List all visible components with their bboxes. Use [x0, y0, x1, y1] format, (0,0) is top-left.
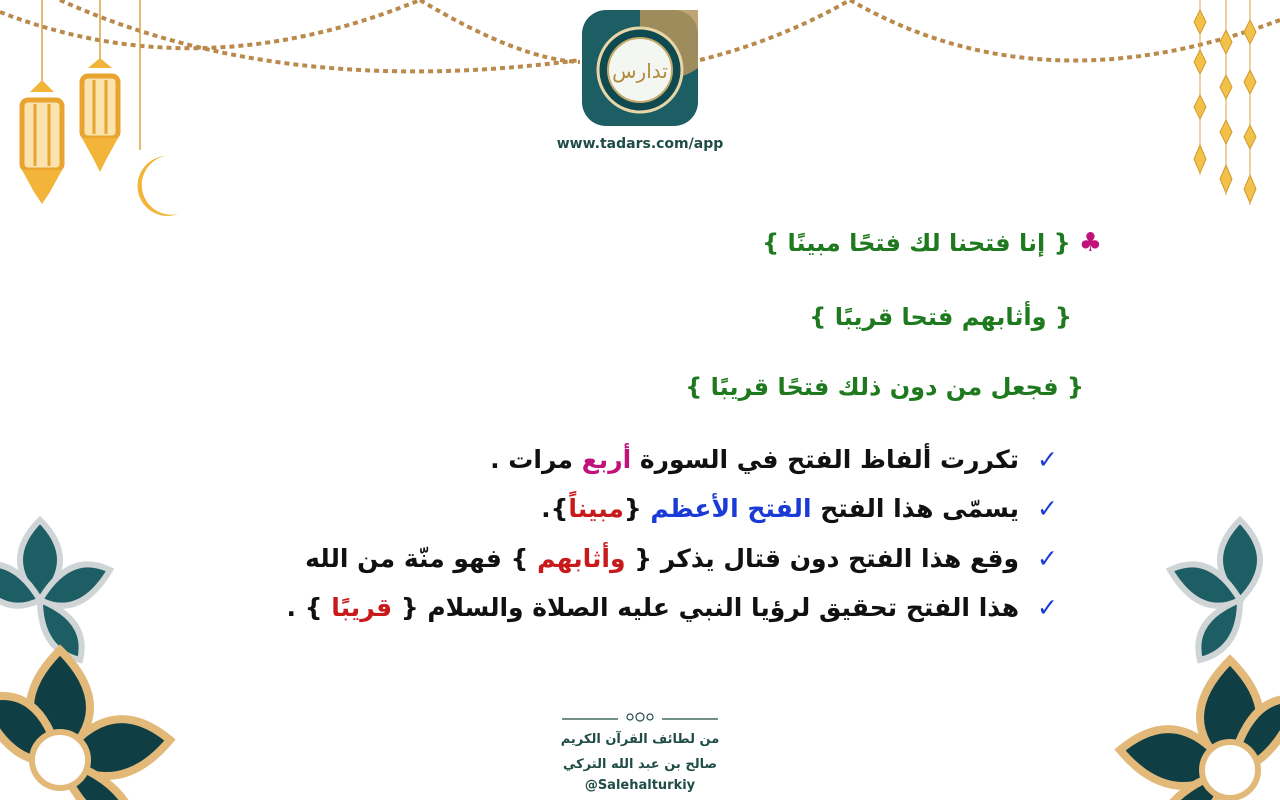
bullet-1-text: تكررت ألفاظ الفتح في السورة: [631, 445, 1020, 474]
lantern-icon: [22, 0, 62, 204]
bullet-3-end: } فهو منّة من الله: [305, 544, 538, 573]
logo-text: تدارس: [612, 59, 668, 83]
footer-divider: [562, 713, 718, 721]
footer-author: صالح بن عبد الله التركي: [562, 757, 718, 772]
verse-1: [762, 228, 1102, 258]
verse-3: { فجعل من دون ذلك فتحًا قريبًا }: [685, 373, 1084, 401]
lantern-icon: [82, 0, 118, 172]
check-icon: ✓: [1037, 445, 1058, 474]
bullet-2-end: }.: [541, 494, 569, 523]
bullet-4-end: } .: [286, 593, 332, 622]
bullet-2-highlight: الفتح الأعظم: [650, 494, 812, 523]
app-url: www.tadars.com/app: [556, 136, 724, 152]
hanging-ornaments-right: [1194, 0, 1256, 205]
club-marker-icon: ♣: [1078, 228, 1102, 258]
bullet-3-text: وقع هذا الفتح دون قتال يذكر {: [625, 544, 1020, 573]
bullet-1: [490, 445, 1058, 474]
bullet-3-highlight: وأثابهم: [537, 544, 626, 573]
bullet-1-end: مرات .: [490, 445, 582, 474]
logo-badge-icon: [580, 8, 700, 128]
bead-garland-right: [700, 0, 1280, 61]
bullet-2-highlight-2: مبيناً: [568, 494, 624, 523]
crescent-moon-icon: [138, 0, 178, 216]
verse-1-text: { إنا فتحنا لك فتحًا مبينًا }: [762, 229, 1071, 257]
tadars-logo: [580, 8, 700, 128]
footer-handle: @Salehalturkiy: [584, 778, 696, 793]
footer-series-title: من لطائف القرآن الكريم: [560, 732, 720, 747]
check-icon: ✓: [1037, 544, 1058, 573]
bullet-3: [305, 544, 1058, 573]
bullet-4-highlight: قريبًا: [331, 593, 393, 622]
flower-ornament-left: [0, 520, 170, 800]
bullet-4-text: هذا الفتح تحقيق لرؤيا النبي عليه الصلاة والسلام {: [392, 593, 1020, 622]
bullet-4: [287, 593, 1058, 622]
check-icon: ✓: [1037, 593, 1058, 622]
bullet-1-highlight: أربع: [581, 445, 632, 474]
bullet-2-text: يسمّى هذا الفتح: [811, 494, 1020, 523]
flower-ornament-right: [1120, 520, 1280, 800]
check-icon: ✓: [1037, 494, 1058, 523]
bead-garland-left: [0, 0, 580, 71]
bullet-2-mid: {: [623, 494, 651, 523]
bullet-2: [541, 494, 1058, 523]
verse-2: { وأثابهم فتحا قريبًا }: [809, 303, 1072, 331]
